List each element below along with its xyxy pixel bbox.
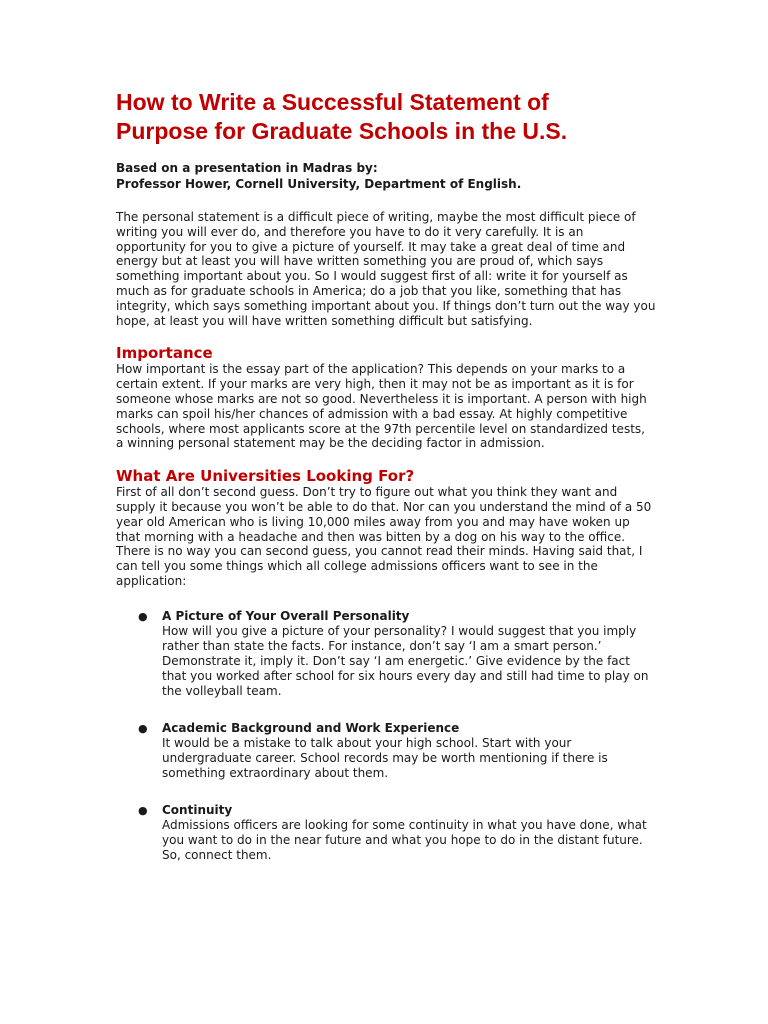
list-item-academic <box>116 721 656 781</box>
bullet-icon: ● <box>138 721 148 735</box>
section-heading-looking-for: What Are Universities Looking For? <box>116 467 415 486</box>
point-title: A Picture of Your Overall Personality <box>162 608 410 623</box>
point-text: Admissions officers are looking for some continuity in what you have done, what you want to do in the near future and what you hope to do in the distant future. So, connect them. <box>162 817 647 862</box>
byline-line-author: Professor Hower, Cornell University, Department of English. <box>116 177 522 191</box>
point-text: How will you give a picture of your personality? I would suggest that you imply rather than state the facts. For instance, don’t say ‘I am a smart person.’ Demonstrate it, imply it. Don’t say ‘I am energetic.’ Give evidence by the fact that you worked after school for six hours every day and still had time to play on the volleyball team. <box>162 623 649 698</box>
bullet-icon: ● <box>138 803 148 817</box>
document-title: How to Write a Successful Statement of Purpose for Graduate Schools in the U.S. <box>116 89 568 144</box>
point-title: Academic Background and Work Experience <box>162 720 460 735</box>
section-text-importance: How important is the essay part of the application? This depends on your marks to a certain extent. If your marks are very high, then it may not be as important as it is for someone whose marks are not so good. Nevertheless it is important. A person with high marks can spoil his/her chances of admission with a bad essay. At highly competitive schools, where most applicants score at the 97th percentile level on standardized tests, a winning personal statement may be the deciding factor in admission. <box>116 362 647 451</box>
point-title: Continuity <box>162 802 233 817</box>
byline <box>116 160 656 192</box>
points-list <box>116 609 656 863</box>
section-text-looking-for: First of all don’t second guess. Don’t try to figure out what you think they want and supply it because you won’t be able to do that. Nor can you understand the mind of a 50 year old American who is living 10,000 miles away from you and may have woken up that morning with a headache and then was bitten by a dog on his way to the office. There is no way you can second guess, you cannot read their minds. Having said that, I can tell you some things which all college admissions officers want to see in the application: <box>116 485 652 588</box>
bullet-icon: ● <box>138 609 148 623</box>
list-item-personality <box>116 609 656 699</box>
section-heading-importance: Importance <box>116 344 213 363</box>
intro-paragraph: The personal statement is a difficult piece of writing, maybe the most difficult piece of writing you will ever do, and therefore you have to do it very carefully. It is an opportunity for you to give a picture of yourself. It may take a great deal of time and energy but at least you will have written something you are proud of, which says something important about you. So I would suggest first of all: write it for yourself as much as for graduate schools in America; do a job that you like, something that has integrity, which says something important about you. If things don’t turn out the way you hope, at least you will have written something difficult but satisfying. <box>116 210 656 328</box>
list-item-continuity <box>116 803 656 863</box>
point-text: It would be a mistake to talk about your high school. Start with your undergraduate career. School records may be worth mentioning if there is something extraordinary about them. <box>162 735 608 780</box>
byline-line-presentation: Based on a presentation in Madras by: <box>116 161 378 175</box>
document-page <box>116 88 656 885</box>
